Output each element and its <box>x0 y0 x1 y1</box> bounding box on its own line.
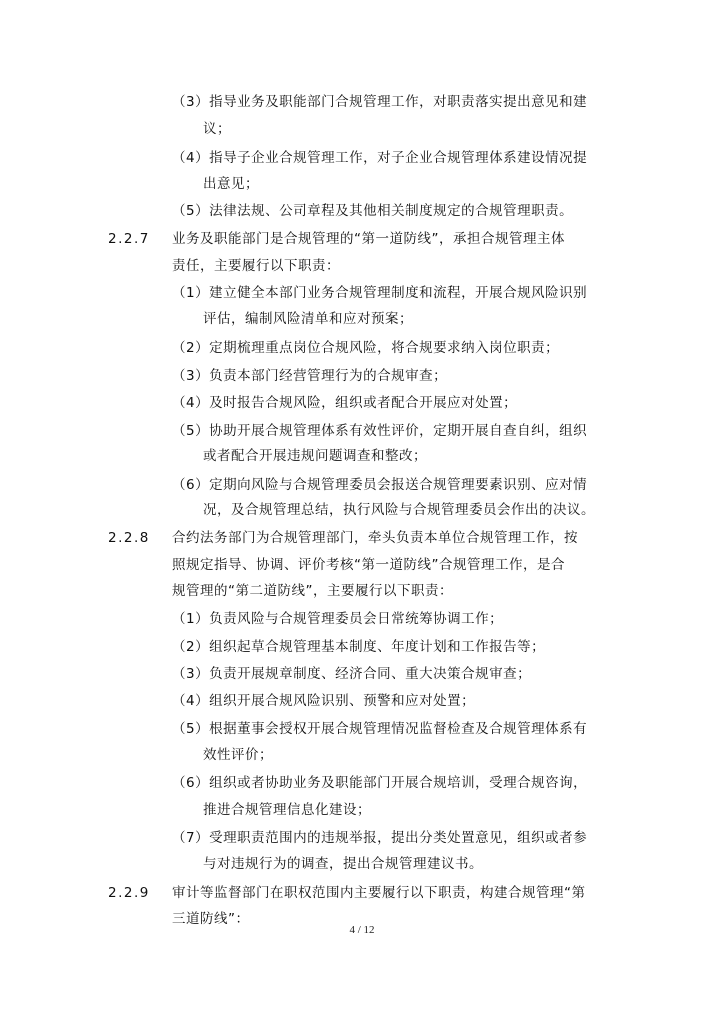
section-paragraph-line: 责任，主要履行以下职责： <box>172 258 340 274</box>
list-item-line: （1）负责风险与合规管理委员会日常统筹协调工作； <box>172 611 504 627</box>
list-item-line: （5）协助开展合规管理体系有效性评价，定期开展自查自纠，组织 <box>172 423 588 439</box>
list-item-line: （6）组织或者协助业务及职能部门开展合规培训，受理合规咨询， <box>172 775 588 791</box>
section-number: 2.2.9 <box>108 885 150 901</box>
list-item-line: 评估，编制风险清单和应对预案； <box>203 311 413 327</box>
list-item-line: （1）建立健全本部门业务合规管理制度和流程，开展合规风险识别 <box>172 285 588 301</box>
list-item-line: 出意见； <box>203 176 259 192</box>
list-item-line: （4）及时报告合规风险，组织或者配合开展应对处置； <box>172 395 518 411</box>
list-item-line: （5）根据董事会授权开展合规管理情况监督检查及合规管理体系有 <box>172 721 588 737</box>
list-item-line: （3）负责本部门经营管理行为的合规审查； <box>172 368 448 384</box>
list-item-line: （4）指导子企业合规管理工作，对子企业合规管理体系建设情况提 <box>172 150 588 166</box>
list-item-line: （7）受理职责范围内的违规举报，提出分类处置意见，组织或者参 <box>172 830 588 846</box>
list-item-line: （4）组织开展合规风险识别、预警和应对处置； <box>172 693 476 709</box>
section-paragraph-line: 审计等监督部门在职权范围内主要履行以下职责，构建合规管理“第 <box>172 885 586 901</box>
page-number: 4 / 12 <box>349 924 375 936</box>
list-item-line: 与对违规行为的调查，提出合规管理建议书。 <box>203 856 483 872</box>
list-item-line: （6）定期向风险与合规管理委员会报送合规管理要素识别、应对情 <box>172 477 588 493</box>
list-item-line: （2）组织起草合规管理基本制度、年度计划和工作报告等； <box>172 639 546 655</box>
section-paragraph-line: 业务及职能部门是合规管理的“第一道防线”，承担合规管理主体 <box>172 231 565 247</box>
list-item-line: 况，及合规管理总结，执行风险与合规管理委员会作出的决议。 <box>203 502 595 518</box>
section-number: 2.2.8 <box>108 530 150 546</box>
section-paragraph-line: 照规定指导、协调、评价考核“第一道防线”合规管理工作，是合 <box>172 557 565 573</box>
list-item-line: （2）定期梳理重点岗位合规风险，将合规要求纳入岗位职责； <box>172 340 560 356</box>
list-item-line: 效性评价； <box>203 747 273 763</box>
section-paragraph-line: 三道防线”： <box>172 911 250 927</box>
list-item-line: 或者配合开展违规问题调查和整改； <box>203 448 427 464</box>
section-paragraph-line: 规管理的“第二道防线”，主要履行以下职责： <box>172 583 453 599</box>
list-item-line: （3）指导业务及职能部门合规管理工作，对职责落实提出意见和建 <box>172 94 588 110</box>
section-number: 2.2.7 <box>108 231 150 247</box>
list-item-line: 议； <box>203 121 231 137</box>
list-item-line: （3）负责开展规章制度、经济合同、重大决策合规审查； <box>172 666 532 682</box>
list-item-line: （5）法律法规、公司章程及其他相关制度规定的合规管理职责。 <box>172 203 574 219</box>
section-paragraph-line: 合约法务部门为合规管理部门，牵头负责本单位合规管理工作，按 <box>172 530 578 546</box>
list-item-line: 推进合规管理信息化建设； <box>203 802 371 818</box>
